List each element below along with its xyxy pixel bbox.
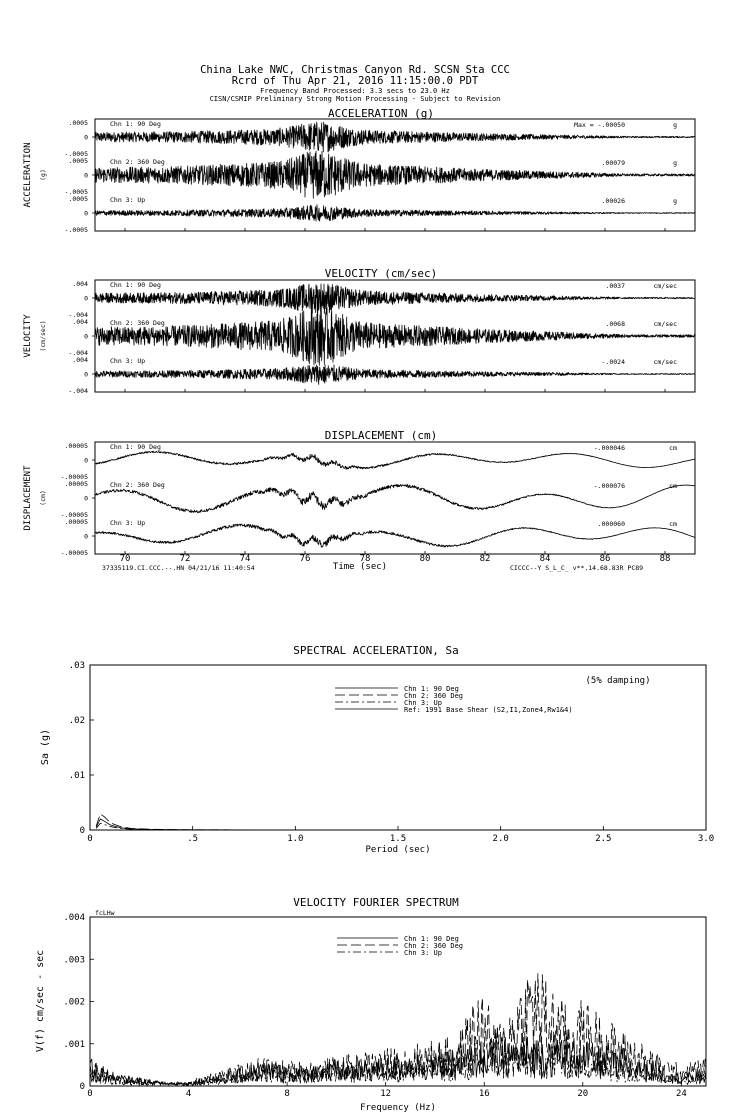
fs-xtick-label: 0 — [87, 1089, 93, 1099]
ytick-label: 0 — [84, 133, 88, 142]
channel-max-value: -.000076 — [593, 482, 625, 490]
channel-unit: cm/sec — [653, 282, 677, 290]
channel-unit: g — [673, 197, 677, 205]
time-tick-label: 86 — [599, 554, 611, 564]
trace-ylabel: VELOCITY — [23, 314, 33, 358]
fs-ytick-label: .001 — [63, 1039, 85, 1050]
sa-legend-label: Chn 1: 90 Deg — [404, 685, 459, 693]
time-tick-label: 74 — [239, 554, 251, 564]
fourier-spectrum-panel — [35, 896, 706, 1113]
sa-legend-label: Chn 2: 360 Deg — [404, 692, 464, 700]
trace-frame — [95, 442, 695, 554]
record-header — [200, 64, 510, 103]
sa-ytick-label: .02 — [68, 716, 85, 726]
ytick-label: .0005 — [68, 195, 88, 203]
fs-title: VELOCITY FOURIER SPECTRUM — [293, 896, 459, 909]
channel-trace — [68, 356, 695, 395]
ytick-label: .00005 — [64, 518, 88, 526]
fs-ylabel: V(f) cm/sec - sec — [35, 949, 46, 1053]
ytick-label: -.00005 — [60, 473, 88, 481]
channel-trace — [65, 119, 695, 158]
header-processing-line: CISN/CSMIP Preliminary Strong Motion Processing - Subject to Revision — [209, 95, 501, 103]
fs-corner-label: fcLHw — [95, 909, 115, 917]
channel-trace — [65, 195, 695, 234]
acceleration-panel — [23, 107, 695, 234]
ytick-label: -.0005 — [64, 188, 88, 196]
displacement-traces — [23, 442, 695, 557]
sa-xtick-label: 1.0 — [287, 834, 304, 844]
channel-unit: g — [673, 159, 677, 167]
channel-name: Chn 3: Up — [110, 196, 146, 204]
waveform-line — [95, 205, 695, 221]
ytick-label: 0 — [84, 456, 88, 465]
sa-xtick-label: .5 — [187, 834, 199, 844]
ytick-label: 0 — [84, 532, 88, 541]
channel-name: Chn 1: 90 Deg — [110, 281, 161, 289]
waveform-line — [95, 365, 695, 385]
sa-series — [96, 814, 706, 830]
channel-unit: cm — [669, 520, 677, 528]
ytick-label: -.00005 — [60, 511, 88, 519]
time-tick-label: 76 — [299, 554, 311, 564]
channel-name: Chn 1: 90 Deg — [110, 443, 161, 451]
channel-name: Chn 2: 360 Deg — [110, 158, 165, 166]
trace-yunit: (g) — [39, 169, 47, 181]
footer-processing-id: CICCC--Y S_L_C_ v**.14.68.83R PC89 — [510, 564, 644, 572]
sa-series-line — [96, 814, 706, 830]
trace-ylabel: DISPLACEMENT — [23, 465, 33, 531]
waveform-line — [95, 308, 695, 366]
channel-trace — [61, 480, 695, 519]
channel-unit: cm — [669, 482, 677, 490]
channel-trace — [61, 518, 695, 557]
sa-ytick-label: .03 — [68, 661, 85, 671]
channel-name: Chn 1: 90 Deg — [110, 120, 161, 128]
channel-unit: cm/sec — [653, 358, 677, 366]
spectral-acceleration-panel — [40, 644, 714, 855]
acceleration-title: ACCELERATION (g) — [328, 107, 434, 120]
fs-xtick-label: 20 — [577, 1089, 589, 1099]
sa-series-line — [96, 819, 706, 830]
channel-max-value: .0068 — [605, 320, 625, 328]
channel-max-value: .0037 — [605, 282, 625, 290]
sa-frame — [90, 665, 706, 830]
sa-title: SPECTRAL ACCELERATION, Sa — [293, 644, 459, 657]
time-tick-label: 80 — [419, 554, 431, 564]
ytick-label: 0 — [84, 209, 88, 218]
sa-xtick-label: 0 — [87, 834, 93, 844]
trace-yunit: (cm/sec) — [39, 320, 47, 352]
ytick-label: -.004 — [68, 349, 88, 357]
sa-legend-label: Chn 3: Up — [404, 699, 442, 707]
time-tick-label: 78 — [359, 554, 371, 564]
ytick-label: .004 — [72, 318, 88, 326]
sa-ytick-label: 0 — [79, 826, 85, 836]
fs-ytick-label: 0 — [79, 1082, 85, 1092]
fs-xlabel: Frequency (Hz) — [360, 1103, 436, 1113]
channel-trace — [68, 308, 695, 366]
fs-xtick-label: 4 — [185, 1089, 192, 1099]
ytick-label: -.00005 — [60, 549, 88, 557]
time-axis — [120, 554, 671, 564]
fs-ytick-label: .004 — [63, 913, 85, 923]
channel-max-value: .00079 — [601, 159, 625, 167]
sa-xtick-label: 2.0 — [492, 834, 509, 844]
trace-ylabel: ACCELERATION — [23, 142, 33, 208]
header-band-line: Frequency Band Processed: 3.3 secs to 23.0 Hz — [260, 87, 450, 95]
channel-trace — [68, 280, 695, 319]
ytick-label: 0 — [84, 494, 88, 503]
channel-max-value: -.0024 — [601, 358, 625, 366]
fs-xtick-label: 12 — [380, 1089, 392, 1099]
header-station-line: China Lake NWC, Christmas Canyon Rd. SCSN Sta CCC — [200, 64, 510, 76]
ytick-label: 0 — [84, 332, 88, 341]
channel-max-value: -.000046 — [593, 444, 625, 452]
time-tick-label: 88 — [659, 554, 671, 564]
time-tick-label: 82 — [479, 554, 491, 564]
fs-xtick-label: 24 — [675, 1089, 687, 1099]
ytick-label: -.004 — [68, 311, 88, 319]
channel-unit: g — [673, 121, 677, 129]
velocity-title: VELOCITY (cm/sec) — [324, 267, 438, 280]
ytick-label: -.0005 — [64, 150, 88, 158]
header-record-line: Rcrd of Thu Apr 21, 2016 11:15:00.0 PDT — [231, 75, 479, 87]
time-tick-label: 84 — [539, 554, 551, 564]
velocity-panel — [23, 267, 695, 395]
sa-legend — [335, 685, 573, 714]
channel-name: Chn 3: Up — [110, 519, 146, 527]
velocity-traces — [23, 280, 695, 395]
time-tick-label: 72 — [179, 554, 191, 564]
sa-damping-note: (5% damping) — [585, 676, 651, 686]
sa-ylabel: Sa (g) — [40, 728, 51, 766]
sa-xtick-label: 3.0 — [697, 834, 715, 844]
fs-legend-label: Chn 3: Up — [404, 949, 442, 957]
ytick-label: .0005 — [68, 119, 88, 127]
footer-record-id: 37335119.CI.CCC.--.HN 04/21/16 11:40:54 — [102, 564, 255, 572]
ytick-label: .0005 — [68, 157, 88, 165]
channel-unit: cm — [669, 444, 677, 452]
fs-legend-label: Chn 1: 90 Deg — [404, 935, 459, 943]
channel-max-value: .000060 — [597, 520, 625, 528]
fs-xtick-label: 8 — [284, 1089, 290, 1099]
acceleration-traces — [23, 119, 695, 234]
sa-series-line — [96, 823, 706, 830]
channel-max-value: .00026 — [601, 197, 625, 205]
channel-name: Chn 2: 360 Deg — [110, 319, 165, 327]
ytick-label: 0 — [84, 171, 88, 180]
displacement-title: DISPLACEMENT (cm) — [324, 429, 438, 442]
channel-unit: cm/sec — [653, 320, 677, 328]
channel-trace — [61, 442, 695, 481]
channel-trace — [65, 151, 695, 198]
ytick-label: -.0005 — [64, 226, 88, 234]
fs-xtick-label: 16 — [478, 1089, 490, 1099]
sa-xtick-label: 1.5 — [389, 834, 407, 844]
fs-series — [90, 974, 706, 1086]
channel-max-value: Max = -.00050 — [574, 121, 625, 129]
time-axis-label: Time (sec) — [332, 562, 388, 572]
ytick-label: 0 — [84, 370, 88, 379]
sa-xtick-label: 2.5 — [595, 834, 612, 844]
sa-axes — [69, 661, 714, 844]
time-tick-label: 70 — [119, 554, 131, 564]
ytick-label: 0 — [84, 294, 88, 303]
fs-legend-label: Chn 2: 360 Deg — [404, 942, 464, 950]
ytick-label: -.004 — [68, 387, 88, 395]
ytick-label: .004 — [72, 356, 88, 364]
fs-ytick-label: .003 — [63, 955, 85, 966]
sa-xlabel: Period (sec) — [365, 845, 431, 855]
ytick-label: .00005 — [64, 442, 88, 450]
ytick-label: .00005 — [64, 480, 88, 488]
trace-yunit: (cm) — [39, 490, 47, 506]
channel-name: Chn 3: Up — [110, 357, 146, 365]
fs-ytick-label: .002 — [63, 997, 85, 1008]
ytick-label: .004 — [72, 280, 88, 288]
waveform-line — [95, 451, 695, 469]
fs-legend — [337, 935, 463, 957]
sa-legend-label: Ref: 1991 Base Shear (S2,I1,Zone4,Rw1&4) — [404, 706, 573, 714]
displacement-panel — [23, 429, 695, 572]
sa-ytick-label: .01 — [68, 771, 85, 781]
channel-name: Chn 2: 360 Deg — [110, 481, 165, 489]
